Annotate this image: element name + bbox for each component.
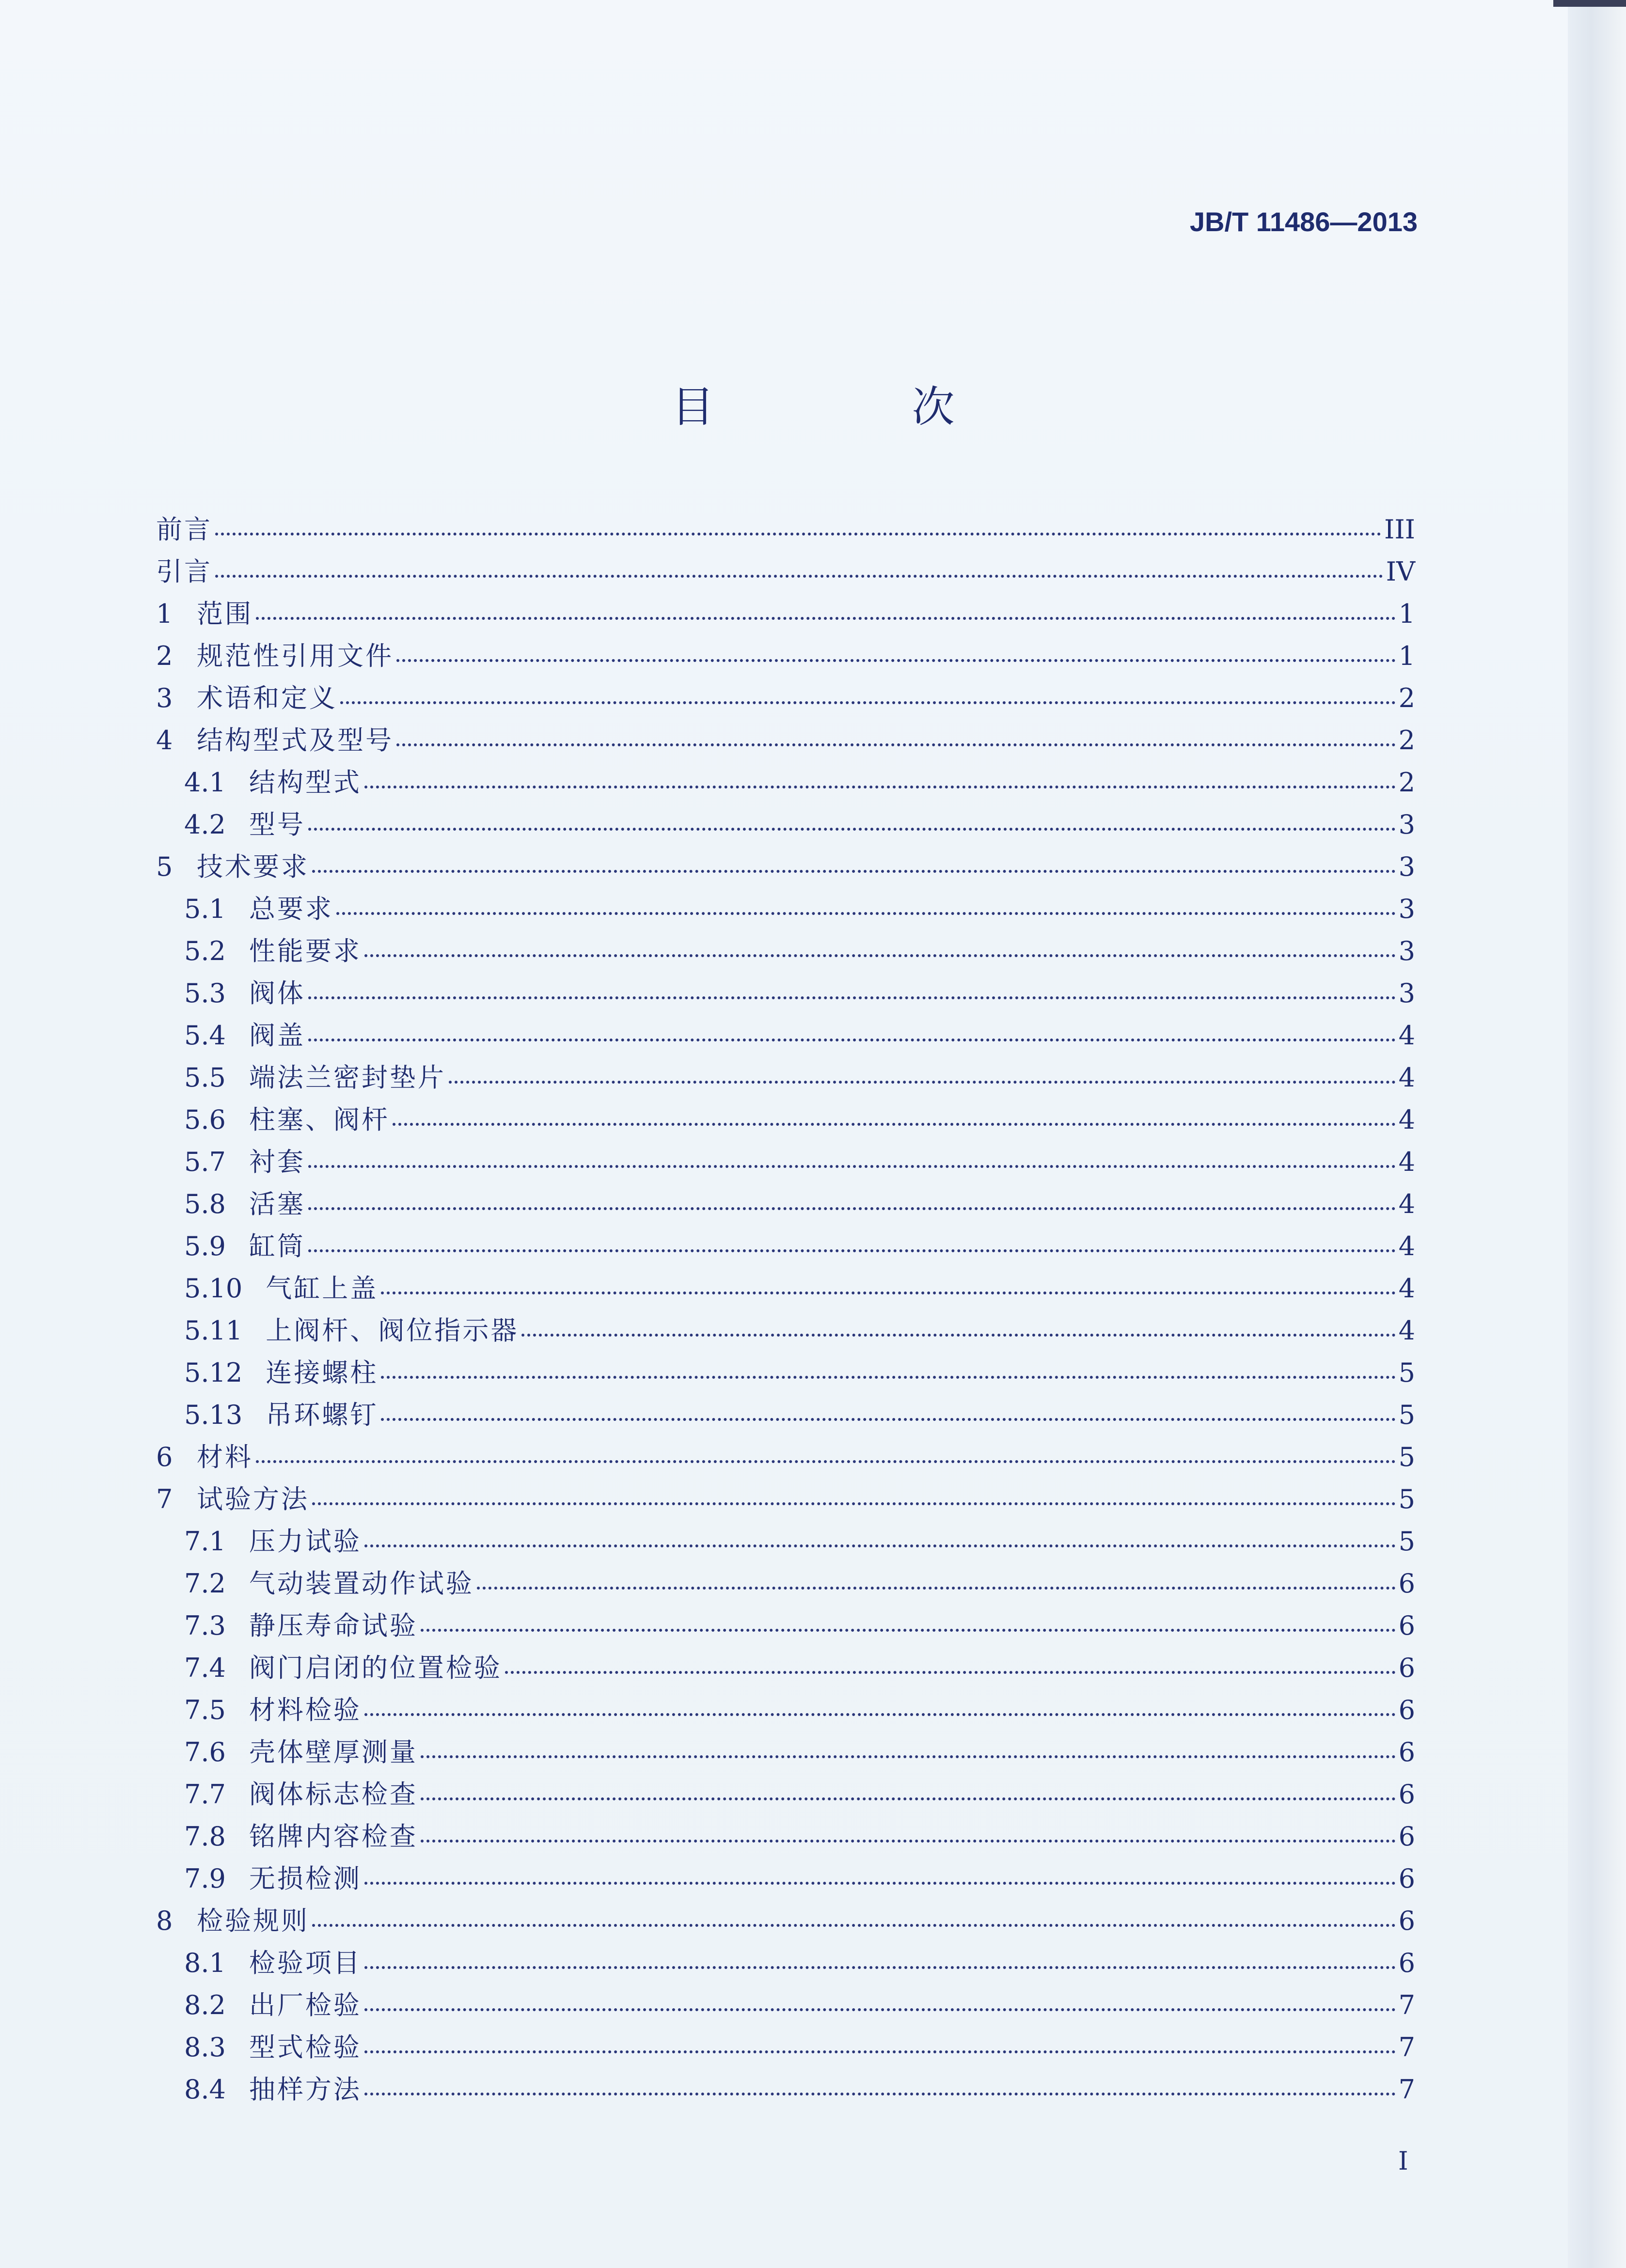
toc-entry-number: 7.9 [184, 1863, 226, 1894]
toc-entry-page: 6 [1398, 1863, 1415, 1894]
toc-entry-label: 范围 [197, 598, 253, 629]
toc-entry-page: 3 [1398, 851, 1415, 882]
toc-entry-number: 3 [156, 683, 173, 713]
toc-entry-label: 壳体壁厚测量 [249, 1737, 418, 1767]
toc-entry[interactable] [156, 1984, 1415, 2027]
toc-entry[interactable] [156, 973, 1415, 1015]
toc-entry-label: 铭牌内容检查 [249, 1821, 418, 1852]
toc-entry[interactable] [156, 677, 1415, 720]
toc-entry[interactable] [156, 593, 1415, 635]
dot-leader [364, 1544, 1396, 1547]
table-of-contents [156, 509, 1415, 2111]
toc-entry[interactable] [156, 635, 1415, 677]
toc-entry-page: 4 [1398, 1273, 1415, 1304]
toc-entry-page: 5 [1398, 1484, 1415, 1514]
toc-entry-page: 4 [1398, 1231, 1415, 1261]
toc-entry-page: 4 [1398, 1062, 1415, 1093]
toc-entry[interactable] [156, 1352, 1415, 1394]
toc-entry-label: 吊环螺钉 [266, 1400, 379, 1430]
toc-entry[interactable] [156, 804, 1415, 846]
toc-entry-label: 检验规则 [197, 1906, 309, 1936]
toc-entry-page: 4 [1398, 1315, 1415, 1346]
toc-entry[interactable] [156, 1563, 1415, 1605]
toc-entry[interactable] [156, 720, 1415, 762]
toc-entry-page: 2 [1398, 767, 1415, 798]
toc-entry-number: 4 [156, 725, 173, 756]
dot-leader [396, 743, 1396, 746]
toc-entry-page: 1 [1398, 641, 1415, 671]
toc-entry-number: 8 [156, 1906, 173, 1936]
dot-leader [364, 2050, 1396, 2053]
toc-entry-label: 气缸上盖 [266, 1273, 379, 1304]
toc-entry-page: 6 [1398, 1653, 1415, 1683]
toc-entry-number: 4.2 [184, 809, 226, 840]
dot-leader [421, 1840, 1396, 1843]
toc-entry[interactable] [156, 1310, 1415, 1352]
toc-entry-page: 5 [1398, 1357, 1415, 1388]
toc-entry-number: 5.4 [184, 1020, 226, 1051]
toc-entry-number: 5.10 [184, 1273, 243, 1304]
toc-entry-number: 7.4 [184, 1653, 226, 1683]
toc-entry-number: 7.8 [184, 1821, 226, 1852]
toc-entry[interactable] [156, 2027, 1415, 2069]
toc-entry-label: 试验方法 [197, 1484, 309, 1514]
toc-entry-number: 5.6 [184, 1104, 226, 1135]
toc-entry[interactable] [156, 2069, 1415, 2111]
dot-leader [256, 1460, 1396, 1463]
toc-entry[interactable] [156, 1942, 1415, 1984]
toc-entry-label: 衬套 [249, 1147, 305, 1177]
toc-entry-label: 压力试验 [249, 1526, 362, 1557]
dot-leader [215, 533, 1381, 536]
toc-entry[interactable] [156, 1394, 1415, 1436]
toc-entry-page: 6 [1398, 1821, 1415, 1852]
toc-entry[interactable] [156, 1015, 1415, 1057]
toc-entry-label: 阀体标志检查 [249, 1779, 418, 1810]
dot-leader [521, 1334, 1395, 1337]
dot-leader [364, 2008, 1396, 2011]
toc-entry-label: 材料 [197, 1442, 253, 1472]
toc-entry[interactable] [156, 1858, 1415, 1900]
toc-entry[interactable] [156, 1900, 1415, 1942]
toc-entry-page: 3 [1398, 936, 1415, 966]
toc-entry-label: 气动装置动作试验 [249, 1568, 474, 1599]
dot-leader [215, 575, 1383, 578]
toc-entry-number: 8.3 [184, 2032, 226, 2063]
toc-entry-number: 7 [156, 1484, 173, 1514]
toc-entry[interactable] [156, 1099, 1415, 1141]
dot-leader [364, 786, 1396, 788]
toc-entry-page: 3 [1398, 894, 1415, 924]
toc-entry-number: 7.2 [184, 1568, 226, 1599]
dot-leader [308, 1249, 1396, 1252]
dot-leader [312, 1502, 1396, 1505]
toc-entry-number: 1 [156, 598, 173, 629]
toc-entry-label: 阀盖 [249, 1020, 305, 1051]
dot-leader [312, 870, 1396, 873]
toc-entry-label: 引言 [156, 556, 212, 587]
toc-entry-page: 7 [1398, 2074, 1415, 2105]
toc-entry-number: 2 [156, 641, 173, 671]
dot-leader [381, 1292, 1395, 1294]
toc-entry[interactable] [156, 1057, 1415, 1099]
toc-entry-label: 前言 [156, 514, 212, 545]
toc-entry-number: 5.8 [184, 1189, 226, 1219]
page-number: I [1398, 2147, 1408, 2176]
toc-entry-page: 6 [1398, 1779, 1415, 1810]
toc-entry-page: III [1384, 514, 1415, 545]
toc-entry[interactable] [156, 1689, 1415, 1732]
toc-entry-page: 4 [1398, 1104, 1415, 1135]
toc-entry-page: 7 [1398, 1990, 1415, 2020]
toc-entry-label: 阀体 [249, 978, 305, 1008]
toc-entry-number: 5.1 [184, 894, 226, 924]
toc-entry-label: 结构型式及型号 [197, 725, 394, 756]
toc-entry-number: 8.2 [184, 1990, 226, 2020]
toc-entry[interactable] [156, 1141, 1415, 1183]
toc-entry[interactable] [156, 888, 1415, 930]
toc-entry[interactable] [156, 1816, 1415, 1858]
toc-entry-page: 1 [1398, 598, 1415, 629]
toc-entry-page: 6 [1398, 1568, 1415, 1599]
dot-leader [364, 1713, 1396, 1716]
dot-leader [256, 617, 1396, 620]
toc-entry-label: 柱塞、阀杆 [249, 1104, 390, 1135]
toc-entry-page: 5 [1398, 1526, 1415, 1557]
dot-leader [308, 996, 1396, 999]
toc-entry[interactable] [156, 509, 1415, 551]
toc-entry-page: 6 [1398, 1737, 1415, 1767]
toc-entry[interactable] [156, 1732, 1415, 1774]
dot-leader [308, 1165, 1396, 1168]
toc-entry-label: 检验项目 [249, 1948, 362, 1978]
toc-entry-label: 阀门启闭的位置检验 [249, 1653, 502, 1683]
toc-entry-number: 5.3 [184, 978, 226, 1008]
toc-entry-label: 上阀杆、阀位指示器 [266, 1315, 519, 1346]
toc-entry-number: 5.2 [184, 936, 226, 966]
toc-entry[interactable] [156, 846, 1415, 888]
toc-entry[interactable] [156, 1647, 1415, 1689]
dot-leader [336, 912, 1396, 915]
toc-entry[interactable] [156, 1479, 1415, 1521]
toc-entry-label: 无损检测 [249, 1863, 362, 1894]
toc-entry-label: 连接螺柱 [266, 1357, 379, 1388]
page-title: 目 次 [671, 382, 1047, 432]
dot-leader [364, 954, 1396, 957]
scan-dark-corner [1553, 0, 1626, 7]
dot-leader [308, 828, 1396, 831]
toc-entry-label: 术语和定义 [197, 683, 337, 713]
toc-entry[interactable] [156, 1436, 1415, 1479]
toc-entry-page: 4 [1398, 1189, 1415, 1219]
toc-entry[interactable] [156, 762, 1415, 804]
toc-entry-page: 5 [1398, 1442, 1415, 1472]
dot-leader [308, 1039, 1396, 1041]
dot-leader [421, 1629, 1396, 1632]
toc-entry-number: 8.1 [184, 1948, 226, 1978]
toc-entry-label: 技术要求 [197, 851, 309, 882]
toc-entry-label: 结构型式 [249, 767, 362, 798]
toc-entry-page: 4 [1398, 1147, 1415, 1177]
toc-entry-number: 5.13 [184, 1400, 243, 1430]
toc-entry-label: 材料检验 [249, 1695, 362, 1725]
toc-entry-label: 出厂检验 [249, 1990, 362, 2020]
toc-entry[interactable] [156, 1268, 1415, 1310]
toc-entry-page: 6 [1398, 1610, 1415, 1641]
toc-entry-label: 型式检验 [249, 2032, 362, 2063]
toc-entry-label: 静压寿命试验 [249, 1610, 418, 1641]
toc-entry-page: 7 [1398, 2032, 1415, 2063]
toc-entry-label: 活塞 [249, 1189, 305, 1219]
dot-leader [312, 1924, 1396, 1927]
toc-entry[interactable] [156, 1226, 1415, 1268]
toc-entry-number: 7.1 [184, 1526, 226, 1557]
toc-entry-label: 端法兰密封垫片 [249, 1062, 446, 1093]
toc-entry[interactable] [156, 551, 1415, 593]
toc-entry-number: 5.11 [184, 1315, 243, 1346]
dot-leader [505, 1671, 1396, 1674]
toc-entry-label: 缸筒 [249, 1231, 305, 1261]
dot-leader [364, 1966, 1396, 1969]
toc-entry-page: 6 [1398, 1695, 1415, 1725]
toc-entry[interactable] [156, 1605, 1415, 1647]
dot-leader [421, 1797, 1396, 1800]
toc-entry-number: 7.5 [184, 1695, 226, 1725]
toc-entry-page: 4 [1398, 1020, 1415, 1051]
toc-entry-number: 5 [156, 851, 173, 882]
dot-leader [396, 659, 1396, 662]
toc-entry-number: 5.7 [184, 1147, 226, 1177]
dot-leader [364, 2093, 1396, 2095]
toc-entry-page: 2 [1398, 725, 1415, 756]
toc-entry-number: 7.6 [184, 1737, 226, 1767]
toc-entry-label: 抽样方法 [249, 2074, 362, 2105]
toc-entry-number: 7.7 [184, 1779, 226, 1810]
dot-leader [308, 1207, 1396, 1210]
toc-entry-page: 5 [1398, 1400, 1415, 1430]
toc-entry[interactable] [156, 1183, 1415, 1226]
toc-entry-label: 型号 [249, 809, 305, 840]
scan-binding-edge [1568, 0, 1626, 2268]
toc-entry-number: 5.9 [184, 1231, 226, 1261]
dot-leader [449, 1081, 1396, 1084]
standard-number: JB/T 11486—2013 [1189, 206, 1418, 237]
toc-entry-label: 总要求 [249, 894, 333, 924]
dot-leader [381, 1376, 1395, 1379]
toc-entry-page: 6 [1398, 1906, 1415, 1936]
dot-leader [364, 1882, 1396, 1885]
toc-entry-number: 5.12 [184, 1357, 243, 1388]
toc-entry-number: 7.3 [184, 1610, 226, 1641]
toc-entry-page: 6 [1398, 1948, 1415, 1978]
toc-entry[interactable] [156, 1521, 1415, 1563]
toc-entry-page: 3 [1398, 978, 1415, 1008]
toc-entry-label: 性能要求 [249, 936, 362, 966]
dot-leader [477, 1587, 1396, 1590]
dot-leader [381, 1418, 1395, 1421]
toc-entry-number: 6 [156, 1442, 173, 1472]
toc-entry-number: 8.4 [184, 2074, 226, 2105]
toc-entry-page: 2 [1398, 683, 1415, 713]
toc-entry-page: IV [1386, 556, 1415, 587]
dot-leader [340, 701, 1396, 704]
toc-entry[interactable] [156, 930, 1415, 973]
toc-entry[interactable] [156, 1774, 1415, 1816]
toc-entry-number: 5.5 [184, 1062, 226, 1093]
dot-leader [393, 1123, 1396, 1126]
toc-entry-number: 4.1 [184, 767, 226, 798]
toc-entry-page: 3 [1398, 809, 1415, 840]
dot-leader [421, 1755, 1396, 1758]
toc-entry-label: 规范性引用文件 [197, 641, 394, 671]
